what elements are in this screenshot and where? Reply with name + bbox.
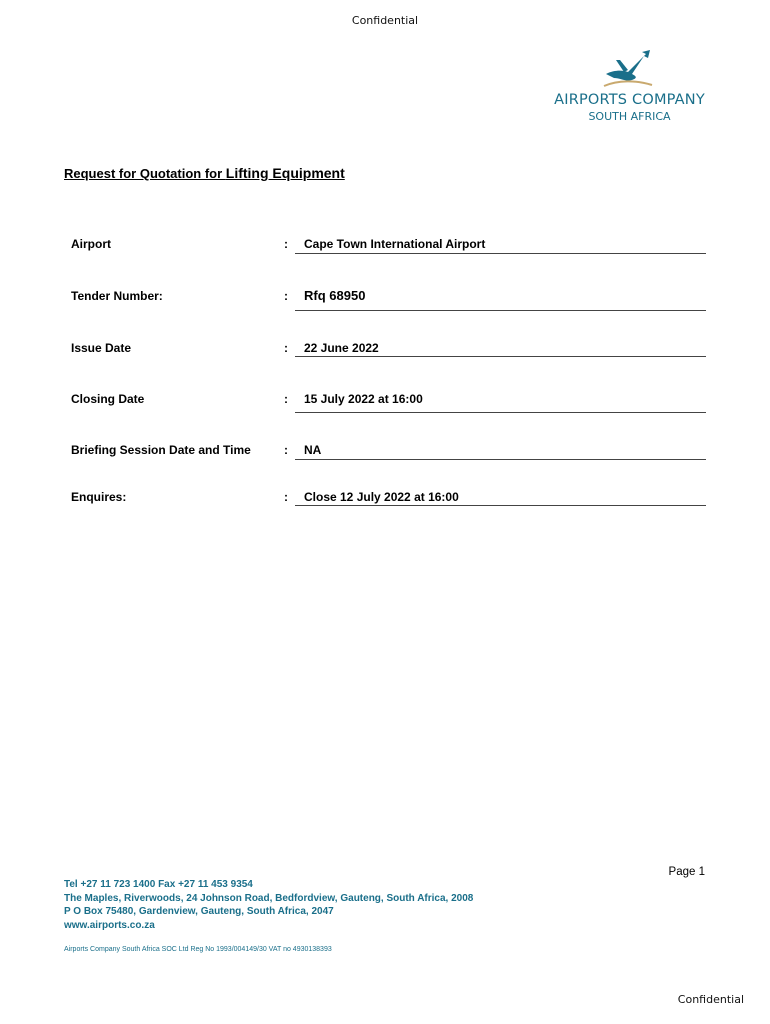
footer-website: www.airports.co.za <box>64 919 155 931</box>
field-value: NA <box>304 443 322 457</box>
field-row-airport <box>0 237 770 277</box>
field-label: Tender Number: <box>71 289 163 303</box>
field-label: Briefing Session Date and Time <box>71 443 251 457</box>
field-value: Close 12 July 2022 at 16:00 <box>304 490 459 504</box>
field-row-closing-date <box>0 392 770 432</box>
logo-company-name: AIRPORTS COMPANY <box>554 92 705 108</box>
field-colon: : <box>284 237 288 251</box>
footer-phone: Tel +27 11 723 1400 Fax +27 11 453 9354 <box>64 879 253 890</box>
field-colon: : <box>284 289 288 303</box>
flying-figure-icon <box>602 48 654 90</box>
footer-registration: Airports Company South Africa SOC Ltd Reg No 1993/004149/30 VAT no 4930138393 <box>64 946 332 953</box>
field-colon: : <box>284 490 288 504</box>
document-title <box>64 165 345 181</box>
field-row-briefing-session <box>0 443 770 483</box>
field-value: Rfq 68950 <box>304 288 366 303</box>
field-colon: : <box>284 443 288 457</box>
title-part-2: Lifting Equipment <box>225 165 345 181</box>
field-value: 15 July 2022 at 16:00 <box>304 392 423 406</box>
field-underline <box>295 459 706 460</box>
logo-country: SOUTH AFRICA <box>588 110 671 123</box>
field-underline <box>295 505 706 506</box>
title-part-1: Request for Quotation for <box>64 166 226 181</box>
field-label: Issue Date <box>71 341 132 355</box>
field-colon: : <box>284 392 288 406</box>
field-label: Enquires: <box>71 490 127 504</box>
field-row-enquires <box>0 490 770 530</box>
field-value: Cape Town International Airport <box>304 237 486 251</box>
field-label: Airport <box>71 237 111 251</box>
field-underline <box>295 253 706 254</box>
field-colon: : <box>284 341 288 355</box>
field-value: 22 June 2022 <box>304 341 379 355</box>
field-underline <box>295 356 706 357</box>
field-label: Closing Date <box>71 392 145 406</box>
footer-po-box: P O Box 75480, Gardenview, Gauteng, South Africa, 2047 <box>64 906 334 917</box>
field-underline <box>295 412 706 413</box>
confidential-footer: Confidential <box>677 993 744 1006</box>
field-row-issue-date <box>0 341 770 381</box>
field-row-tender-number <box>0 289 770 329</box>
footer-contact <box>64 878 473 932</box>
confidential-header: Confidential <box>351 14 419 27</box>
footer-address: The Maples, Riverwoods, 24 Johnson Road, Bedfordview, Gauteng, South Africa, 2008 <box>64 892 474 904</box>
field-underline <box>295 310 706 311</box>
page-number: Page 1 <box>668 866 705 878</box>
company-logo <box>530 48 730 128</box>
